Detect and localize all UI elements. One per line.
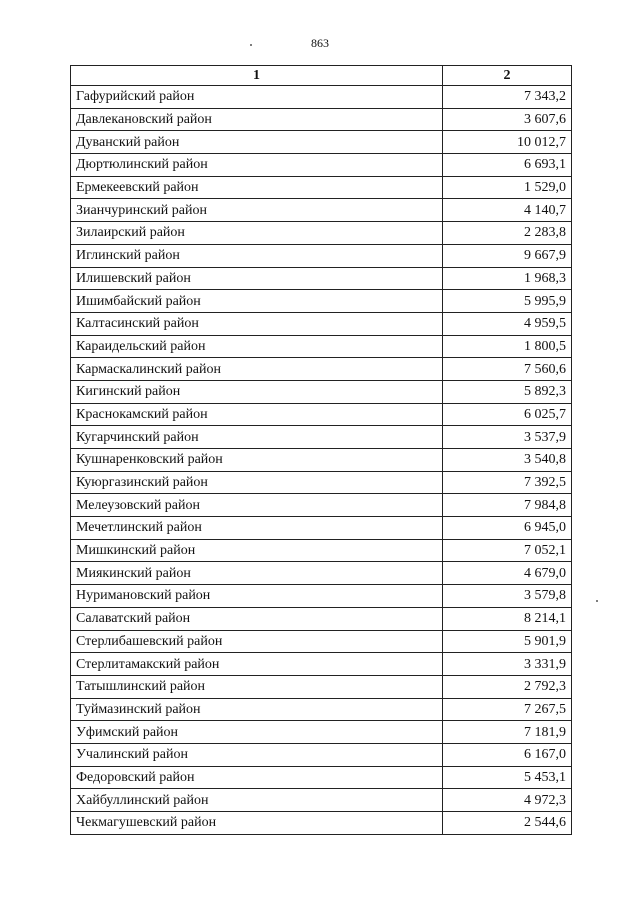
amount-cell: 5 995,9 <box>443 290 572 313</box>
district-name-cell: Ермекеевский район <box>71 176 443 199</box>
amount-cell: 6 167,0 <box>443 743 572 766</box>
district-name-cell: Нуримановский район <box>71 585 443 608</box>
district-name-cell: Салаватский район <box>71 607 443 630</box>
amount-cell: 7 560,6 <box>443 358 572 381</box>
amount-cell: 5 453,1 <box>443 766 572 789</box>
district-name-cell: Куюргазинский район <box>71 471 443 494</box>
table-row <box>71 471 572 494</box>
table-row <box>71 675 572 698</box>
district-name-cell: Мелеузовский район <box>71 494 443 517</box>
district-name-cell: Гафурийский район <box>71 86 443 109</box>
district-name-cell: Зианчуринский район <box>71 199 443 222</box>
district-name-cell: Уфимский район <box>71 721 443 744</box>
district-name-cell: Караидельский район <box>71 335 443 358</box>
district-name-cell: Дуванский район <box>71 131 443 154</box>
table-row <box>71 131 572 154</box>
amount-cell: 3 579,8 <box>443 585 572 608</box>
district-name-cell: Учалинский район <box>71 743 443 766</box>
district-name-cell: Мечетлинский район <box>71 517 443 540</box>
amount-cell: 1 800,5 <box>443 335 572 358</box>
district-name-cell: Хайбуллинский район <box>71 789 443 812</box>
district-name-cell: Давлекановский район <box>71 108 443 131</box>
amount-cell: 2 544,6 <box>443 812 572 835</box>
amount-cell: 1 529,0 <box>443 176 572 199</box>
table-row <box>71 154 572 177</box>
table-row <box>71 789 572 812</box>
table-row <box>71 199 572 222</box>
page-number: 863 <box>311 36 329 50</box>
district-name-cell: Кугарчинский район <box>71 426 443 449</box>
column-header-2: 2 <box>443 66 572 86</box>
amount-cell: 3 607,6 <box>443 108 572 131</box>
amount-cell: 5 901,9 <box>443 630 572 653</box>
amount-cell: 3 537,9 <box>443 426 572 449</box>
district-name-cell: Калтасинский район <box>71 312 443 335</box>
amount-cell: 3 331,9 <box>443 653 572 676</box>
table-row <box>71 517 572 540</box>
table-row <box>71 585 572 608</box>
table-row <box>71 766 572 789</box>
district-name-cell: Федоровский район <box>71 766 443 789</box>
amount-cell: 4 972,3 <box>443 789 572 812</box>
amount-cell: 7 984,8 <box>443 494 572 517</box>
amount-cell: 7 267,5 <box>443 698 572 721</box>
amount-cell: 10 012,7 <box>443 131 572 154</box>
district-name-cell: Кигинский район <box>71 380 443 403</box>
table-row <box>71 449 572 472</box>
amount-cell: 7 181,9 <box>443 721 572 744</box>
amount-cell: 5 892,3 <box>443 380 572 403</box>
table-row <box>71 380 572 403</box>
amount-cell: 6 693,1 <box>443 154 572 177</box>
district-name-cell: Стерлибашевский район <box>71 630 443 653</box>
table-row <box>71 403 572 426</box>
district-name-cell: Туймазинский район <box>71 698 443 721</box>
table-row <box>71 335 572 358</box>
table-header-row <box>71 66 572 86</box>
table-row <box>71 290 572 313</box>
data-table <box>70 65 572 835</box>
district-name-cell: Дюртюлинский район <box>71 154 443 177</box>
district-name-cell: Кушнаренковский район <box>71 449 443 472</box>
table-row <box>71 86 572 109</box>
column-header-1: 1 <box>71 66 443 86</box>
amount-cell: 4 679,0 <box>443 562 572 585</box>
table-row <box>71 812 572 835</box>
amount-cell: 6 025,7 <box>443 403 572 426</box>
amount-cell: 8 214,1 <box>443 607 572 630</box>
table-row <box>71 562 572 585</box>
amount-cell: 4 140,7 <box>443 199 572 222</box>
table-row <box>71 176 572 199</box>
district-name-cell: Илишевский район <box>71 267 443 290</box>
district-name-cell: Стерлитамакский район <box>71 653 443 676</box>
table-body <box>71 86 572 835</box>
table-row <box>71 312 572 335</box>
amount-cell: 2 792,3 <box>443 675 572 698</box>
table-row <box>71 358 572 381</box>
amount-cell: 2 283,8 <box>443 222 572 245</box>
district-name-cell: Ишимбайский район <box>71 290 443 313</box>
table-row <box>71 267 572 290</box>
table-row <box>71 607 572 630</box>
table-row <box>71 108 572 131</box>
amount-cell: 6 945,0 <box>443 517 572 540</box>
table-row <box>71 630 572 653</box>
table-row <box>71 743 572 766</box>
table-row <box>71 494 572 517</box>
table-row <box>71 539 572 562</box>
table-row <box>71 653 572 676</box>
scan-speck <box>596 600 598 602</box>
amount-cell: 3 540,8 <box>443 449 572 472</box>
amount-cell: 7 392,5 <box>443 471 572 494</box>
table-row <box>71 244 572 267</box>
district-name-cell: Краснокамский район <box>71 403 443 426</box>
amount-cell: 7 052,1 <box>443 539 572 562</box>
amount-cell: 9 667,9 <box>443 244 572 267</box>
table-row <box>71 721 572 744</box>
district-name-cell: Зилаирский район <box>71 222 443 245</box>
district-name-cell: Чекмагушевский район <box>71 812 443 835</box>
amount-cell: 7 343,2 <box>443 86 572 109</box>
amount-cell: 1 968,3 <box>443 267 572 290</box>
district-name-cell: Мишкинский район <box>71 539 443 562</box>
district-name-cell: Иглинский район <box>71 244 443 267</box>
table-row <box>71 426 572 449</box>
district-name-cell: Кармаскалинский район <box>71 358 443 381</box>
district-name-cell: Миякинский район <box>71 562 443 585</box>
scan-speck <box>250 44 252 46</box>
table-row <box>71 698 572 721</box>
amount-cell: 4 959,5 <box>443 312 572 335</box>
table-row <box>71 222 572 245</box>
district-name-cell: Татышлинский район <box>71 675 443 698</box>
